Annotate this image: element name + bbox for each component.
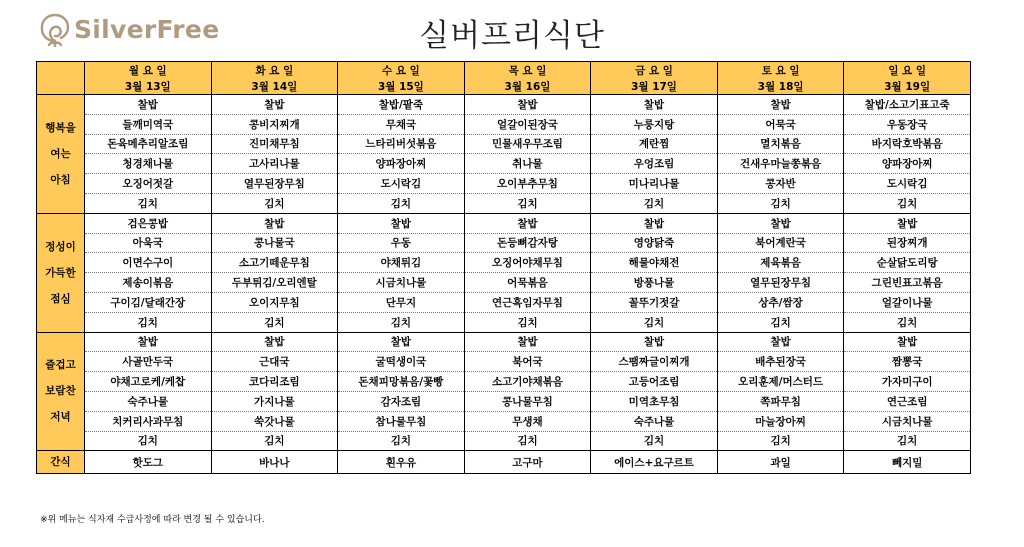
menu-item: 찰밥 xyxy=(591,332,718,352)
menu-item: 양파장아찌 xyxy=(338,154,465,174)
menu-item: 두부튀김/오리엔탈 xyxy=(211,273,338,293)
menu-item: 찰밥 xyxy=(85,332,212,352)
header-row-dates xyxy=(37,78,971,95)
menu-item: 된장찌개 xyxy=(844,233,971,253)
menu-item: 열무된장무침 xyxy=(717,273,844,293)
day-header: 일 요 일 xyxy=(844,62,971,79)
meal-label-line: 점심 xyxy=(50,292,71,305)
menu-item: 콩자반 xyxy=(717,174,844,194)
menu-item: 느타리버섯볶음 xyxy=(338,134,465,154)
menu-item: 찰밥 xyxy=(591,213,718,233)
menu-item: 야채튀김 xyxy=(338,253,465,273)
menu-item: 야채고로케/케찹 xyxy=(85,372,212,392)
table-row xyxy=(37,372,971,392)
menu-item: 돈등뼈감자탕 xyxy=(464,233,591,253)
meal-label xyxy=(37,332,85,451)
table-row xyxy=(37,233,971,253)
page-title: 실버프리식단 xyxy=(419,18,605,54)
snack-item: 과일 xyxy=(717,451,844,474)
menu-item: 콩비지찌개 xyxy=(211,114,338,134)
table-body xyxy=(37,95,971,474)
day-header: 금 요 일 xyxy=(591,62,718,79)
table-row xyxy=(37,312,971,332)
menu-item: 검은콩밥 xyxy=(85,213,212,233)
menu-item: 소고기야채볶음 xyxy=(464,372,591,392)
menu-item: 도시락김 xyxy=(844,174,971,194)
menu-item: 우동장국 xyxy=(844,114,971,134)
menu-item: 얼갈이나물 xyxy=(844,292,971,312)
menu-item: 고등어조림 xyxy=(591,372,718,392)
menu-item: 찰밥 xyxy=(464,332,591,352)
menu-item: 들깨미역국 xyxy=(85,114,212,134)
menu-item: 콩나물무침 xyxy=(464,391,591,411)
meal-label-line: 여는 xyxy=(50,147,71,160)
menu-item: 어묵국 xyxy=(717,114,844,134)
table-header xyxy=(37,62,971,95)
day-header: 목 요 일 xyxy=(464,62,591,79)
day-header: 토 요 일 xyxy=(717,62,844,79)
menu-item: 열무된장무침 xyxy=(211,174,338,194)
menu-item: 찰밥 xyxy=(717,332,844,352)
menu-item: 미나리나물 xyxy=(591,174,718,194)
menu-item: 오징어젓갈 xyxy=(85,174,212,194)
menu-item: 콩나물국 xyxy=(211,233,338,253)
meal-label-line: 가득한 xyxy=(45,266,76,279)
menu-item: 김치 xyxy=(211,431,338,451)
menu-item: 김치 xyxy=(591,193,718,213)
menu-item: 김치 xyxy=(464,193,591,213)
menu-item: 찰밥 xyxy=(338,332,465,352)
menu-item: 제육볶음 xyxy=(717,253,844,273)
menu-item: 단무지 xyxy=(338,292,465,312)
menu-item: 양파장아찌 xyxy=(844,154,971,174)
menu-item: 김치 xyxy=(844,431,971,451)
table-row xyxy=(37,253,971,273)
menu-item: 취나물 xyxy=(464,154,591,174)
menu-item: 김치 xyxy=(211,312,338,332)
date-header: 3월 17일 xyxy=(591,78,718,95)
snack-row xyxy=(37,451,971,474)
menu-item: 짬뽕국 xyxy=(844,352,971,372)
menu-item: 찰밥 xyxy=(844,332,971,352)
snack-item: 바나나 xyxy=(211,451,338,474)
menu-item: 참나물무침 xyxy=(338,411,465,431)
table-row xyxy=(37,154,971,174)
menu-item: 찰밥 xyxy=(211,213,338,233)
menu-item: 도시락김 xyxy=(338,174,465,194)
meal-label-line: 정성이 xyxy=(45,240,76,253)
table-row xyxy=(37,332,971,352)
menu-item: 김치 xyxy=(717,431,844,451)
snack-label: 간식 xyxy=(37,451,85,474)
menu-item: 꼴뚜기젓갈 xyxy=(591,292,718,312)
table-row xyxy=(37,352,971,372)
menu-item: 마늘장아찌 xyxy=(717,411,844,431)
meal-label xyxy=(37,95,85,214)
menu-item: 쑥갓나물 xyxy=(211,411,338,431)
table-row xyxy=(37,114,971,134)
menu-item: 얼갈이된장국 xyxy=(464,114,591,134)
menu-item: 진미채무침 xyxy=(211,134,338,154)
menu-item: 어묵볶음 xyxy=(464,273,591,293)
meal-label-line: 행복을 xyxy=(45,121,76,134)
menu-item: 돈육메추리알조림 xyxy=(85,134,212,154)
table-row xyxy=(37,431,971,451)
table-row xyxy=(37,95,971,115)
date-header: 3월 16일 xyxy=(464,78,591,95)
menu-item: 찰밥 xyxy=(844,213,971,233)
menu-item: 김치 xyxy=(844,193,971,213)
table-row xyxy=(37,193,971,213)
menu-item: 가지나물 xyxy=(211,391,338,411)
menu-item: 바지락호박볶음 xyxy=(844,134,971,154)
meal-label-line: 아침 xyxy=(50,173,71,186)
menu-item: 찰밥 xyxy=(464,213,591,233)
menu-item: 스팸짜글이찌개 xyxy=(591,352,718,372)
menu-item: 찰밥 xyxy=(464,95,591,115)
menu-item: 시금치나물 xyxy=(844,411,971,431)
menu-item: 우동 xyxy=(338,233,465,253)
menu-item: 김치 xyxy=(85,312,212,332)
snack-item: 흰우유 xyxy=(338,451,465,474)
menu-item: 찰밥/팥죽 xyxy=(338,95,465,115)
date-header: 3월 14일 xyxy=(211,78,338,95)
menu-item: 민물새우무조림 xyxy=(464,134,591,154)
menu-item: 김치 xyxy=(211,193,338,213)
header-row-days xyxy=(37,62,971,79)
menu-item: 찰밥 xyxy=(338,213,465,233)
menu-item: 아욱국 xyxy=(85,233,212,253)
date-header: 3월 15일 xyxy=(338,78,465,95)
menu-item: 고사리나물 xyxy=(211,154,338,174)
day-header: 화 요 일 xyxy=(211,62,338,79)
menu-item: 숙주나물 xyxy=(85,391,212,411)
meal-label xyxy=(37,213,85,332)
date-header: 3월 19일 xyxy=(844,78,971,95)
menu-item: 건새우마늘쫑볶음 xyxy=(717,154,844,174)
menu-item: 멸치볶음 xyxy=(717,134,844,154)
menu-item: 무채국 xyxy=(338,114,465,134)
menu-item: 그린빈표고볶음 xyxy=(844,273,971,293)
menu-item: 시금치나물 xyxy=(338,273,465,293)
menu-item: 가자미구이 xyxy=(844,372,971,392)
menu-item: 순살닭도리탕 xyxy=(844,253,971,273)
snack-item: 고구마 xyxy=(464,451,591,474)
table-row xyxy=(37,391,971,411)
weekly-menu-table xyxy=(36,61,971,474)
menu-item: 무생채 xyxy=(464,411,591,431)
menu-item: 오이지무침 xyxy=(211,292,338,312)
menu-item: 김치 xyxy=(85,431,212,451)
menu-item: 찰밥 xyxy=(591,95,718,115)
menu-item: 치커리사과무침 xyxy=(85,411,212,431)
menu-item: 찰밥 xyxy=(211,332,338,352)
menu-item: 굴떡생이국 xyxy=(338,352,465,372)
menu-item: 오리훈제/머스터드 xyxy=(717,372,844,392)
logo-text: SilverFree xyxy=(74,14,220,44)
table-row xyxy=(37,273,971,293)
menu-item: 돈채피망볶음/꽃빵 xyxy=(338,372,465,392)
menu-item: 사골만두국 xyxy=(85,352,212,372)
meal-label-line: 즐겁고 xyxy=(45,359,76,372)
menu-item: 찰밥 xyxy=(211,95,338,115)
menu-item: 북어국 xyxy=(464,352,591,372)
menu-item: 쪽파무침 xyxy=(717,391,844,411)
menu-item: 김치 xyxy=(717,193,844,213)
menu-item: 미역초무침 xyxy=(591,391,718,411)
menu-item: 제송이볶음 xyxy=(85,273,212,293)
table-row xyxy=(37,292,971,312)
menu-item: 김치 xyxy=(464,431,591,451)
header-corner xyxy=(37,62,85,95)
menu-item: 찰밥 xyxy=(717,213,844,233)
menu-item: 숙주나물 xyxy=(591,411,718,431)
snack-item: 뻬지밀 xyxy=(844,451,971,474)
date-header: 3월 18일 xyxy=(717,78,844,95)
menu-item: 소고기떼운무침 xyxy=(211,253,338,273)
menu-item: 감자조림 xyxy=(338,391,465,411)
snack-item: 에이스+요구르트 xyxy=(591,451,718,474)
menu-item: 방풍나물 xyxy=(591,273,718,293)
menu-item: 찰밥/소고기표고죽 xyxy=(844,95,971,115)
menu-item: 계란찜 xyxy=(591,134,718,154)
meal-label-line: 저녁 xyxy=(50,411,71,424)
menu-item: 연근흑임자무침 xyxy=(464,292,591,312)
menu-item: 김치 xyxy=(591,431,718,451)
menu-item: 코다리조림 xyxy=(211,372,338,392)
menu-item: 해물야채전 xyxy=(591,253,718,273)
menu-item: 김치 xyxy=(464,312,591,332)
menu-item: 김치 xyxy=(338,431,465,451)
menu-item: 우엉조림 xyxy=(591,154,718,174)
menu-item: 김치 xyxy=(844,312,971,332)
menu-item: 누룽지탕 xyxy=(591,114,718,134)
table-row xyxy=(37,134,971,154)
menu-item: 북어계란국 xyxy=(717,233,844,253)
menu-item: 오이부추무침 xyxy=(464,174,591,194)
menu-item: 청경채나물 xyxy=(85,154,212,174)
table-row xyxy=(37,213,971,233)
menu-item: 김치 xyxy=(338,193,465,213)
menu-item: 연근조림 xyxy=(844,391,971,411)
menu-item: 배추된장국 xyxy=(717,352,844,372)
menu-item: 김치 xyxy=(591,312,718,332)
menu-item: 김치 xyxy=(338,312,465,332)
menu-item: 찰밥 xyxy=(85,95,212,115)
snack-item: 핫도그 xyxy=(85,451,212,474)
menu-item: 영양닭죽 xyxy=(591,233,718,253)
meal-label-line: 보람찬 xyxy=(45,385,76,398)
menu-item: 찰밥 xyxy=(717,95,844,115)
menu-item: 오징어야채무침 xyxy=(464,253,591,273)
menu-item: 김치 xyxy=(717,312,844,332)
menu-item: 구이김/달래간장 xyxy=(85,292,212,312)
menu-item: 근대국 xyxy=(211,352,338,372)
footnote: ※위 메뉴는 식자재 수급사정에 따라 변경 될 수 있습니다. xyxy=(40,515,265,525)
menu-item: 이면수구이 xyxy=(85,253,212,273)
table-row xyxy=(37,174,971,194)
menu-item: 상추/쌈장 xyxy=(717,292,844,312)
menu-item: 김치 xyxy=(85,193,212,213)
day-header: 월 요 일 xyxy=(85,62,212,79)
date-header: 3월 13일 xyxy=(85,78,212,95)
day-header: 수 요 일 xyxy=(338,62,465,79)
table-row xyxy=(37,411,971,431)
